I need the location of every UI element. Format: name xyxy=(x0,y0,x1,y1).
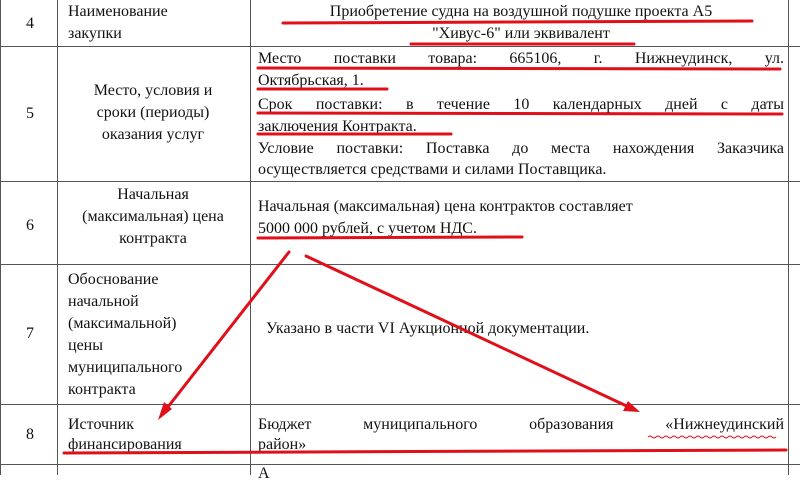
row-content: Место поставки товара: 665106, г. Нижнеудинск, ул. xyxy=(258,50,784,67)
row-label: Обоснование xyxy=(68,271,159,288)
row-content: Указано в части VI Аукционной документации. xyxy=(266,320,590,337)
row-label: закупки xyxy=(68,25,122,42)
row-label: Наименование xyxy=(68,3,168,20)
row-number: 7 xyxy=(26,325,34,342)
row-number: 6 xyxy=(26,217,34,234)
row-content: Условие поставки: Поставка до места нахождения Заказчика xyxy=(258,140,784,157)
row-label: цены xyxy=(68,337,103,354)
row-label: сроки (периоды) xyxy=(96,104,210,121)
row-label: муниципального xyxy=(68,359,183,376)
row-label: контракта xyxy=(68,381,136,398)
row-content: "Хивус-6" или эквивалент xyxy=(432,25,610,42)
row-label: начальной xyxy=(68,293,139,310)
row-number: 4 xyxy=(26,15,34,32)
row-divider xyxy=(0,264,800,265)
row-label: (максимальной) xyxy=(68,315,177,332)
row-content: Срок поставки: в течение 10 календарных дней с даты xyxy=(258,96,784,113)
row-content: район» xyxy=(258,436,307,453)
row-content: Приобретение судна на воздушной подушке проекта А5 xyxy=(329,3,713,20)
row-divider xyxy=(0,404,800,405)
row-number: 8 xyxy=(26,426,34,443)
row-content: 5000 000 рублей, с учетом НДС. xyxy=(258,220,477,237)
row-label: Место, условия и xyxy=(93,82,213,99)
row-label: Источник xyxy=(68,416,134,433)
row-label: контракта xyxy=(119,230,187,247)
row-label: Начальная xyxy=(117,186,189,203)
row-label: (максимальная) цена xyxy=(82,208,224,225)
row-content: заключения Контракта. xyxy=(258,118,417,135)
row-divider xyxy=(0,46,800,47)
row-number: 5 xyxy=(26,105,34,122)
row-label: финансирования xyxy=(68,436,182,453)
row-divider xyxy=(0,181,800,182)
row-content: Начальная (максимальная) цена контрактов составляет xyxy=(258,198,633,215)
row-content: Бюджет муниципального образования «Нижнеудинский xyxy=(258,416,784,433)
row-content: осуществляется средствами и силами Поставщика. xyxy=(258,161,607,178)
row-content: А xyxy=(258,465,270,482)
arrowhead xyxy=(623,401,640,412)
row-content: Октябрьская, 1. xyxy=(258,72,364,89)
row-label: оказания услуг xyxy=(101,126,205,143)
